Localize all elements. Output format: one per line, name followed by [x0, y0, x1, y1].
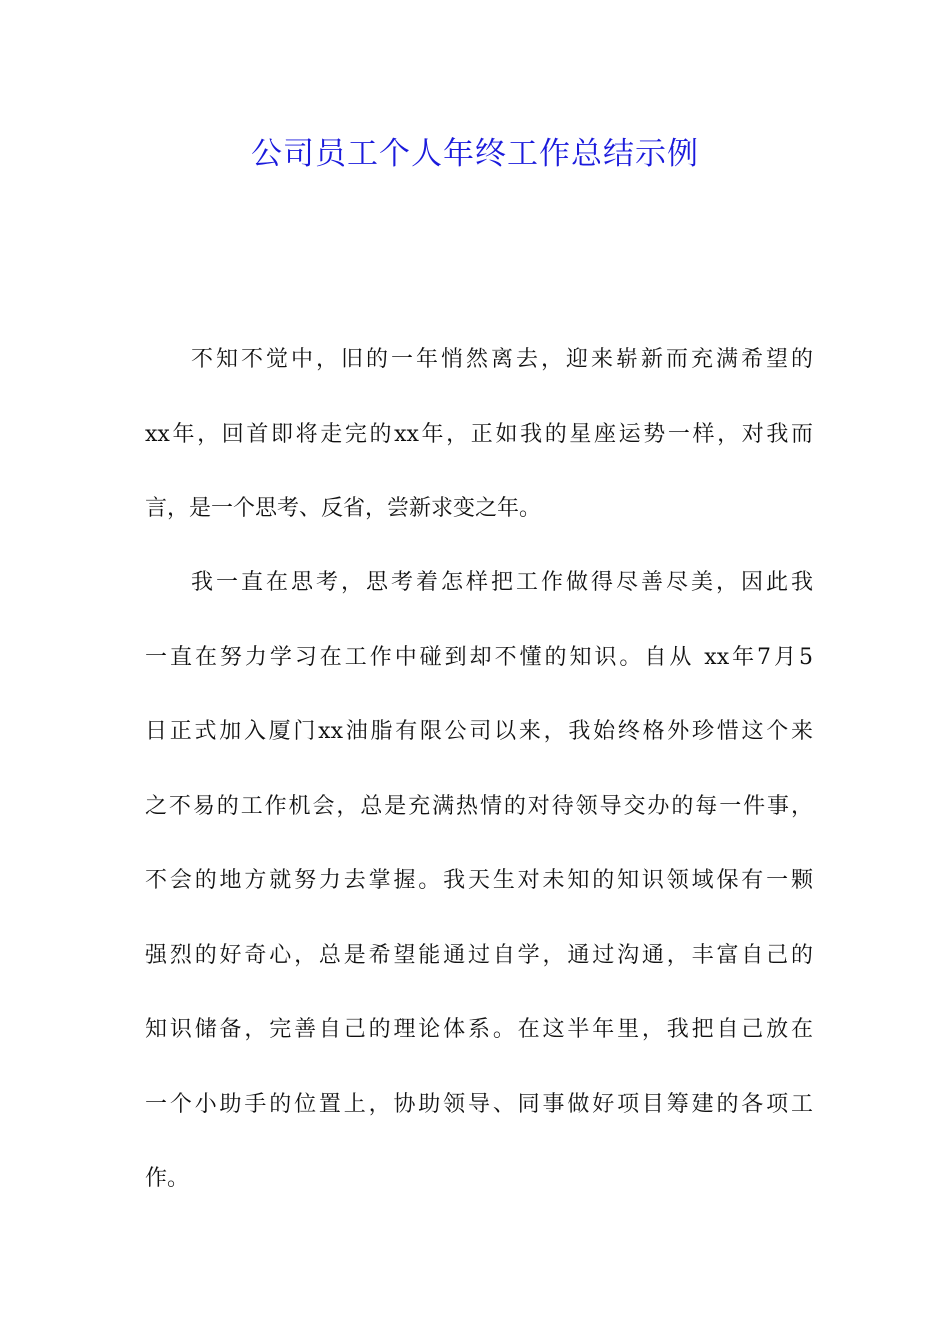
paragraph-line: 一个小助手的位置上，协助领导、同事做好项目筹建的各项工	[145, 1091, 813, 1117]
paragraph-line: 知识储备，完善自己的理论体系。在这半年里，我把自己放在	[145, 1017, 813, 1042]
paragraph-1	[145, 323, 813, 547]
paragraph-line: 不知不觉中，旧的一年悄然离去，迎来崭新而充满希望的	[191, 347, 813, 372]
paragraph-2	[145, 546, 813, 1217]
paragraph-line: 我一直在思考，思考着怎样把工作做得尽善尽美，因此我	[191, 570, 813, 595]
paragraph-line: 不会的地方就努力去掌握。我天生对未知的知识领域保有一颗	[145, 868, 813, 893]
paragraph-line: 之不易的工作机会，总是充满热情的对待领导交办的每一件事，	[145, 793, 813, 819]
paragraph-line: 强烈的好奇心，总是希望能通过自学，通过沟通，丰富自己的	[145, 942, 813, 968]
document-title: 公司员工个人年终工作总结示例	[251, 136, 699, 172]
paragraph-line: xx年，回首即将走完的xx年，正如我的星座运势一样，对我而	[145, 421, 813, 447]
paragraph-line: 作。	[145, 1166, 190, 1191]
paragraph-line: 一直在努力学习在工作中碰到却不懂的知识。自从 xx年7月5	[145, 644, 813, 670]
paragraph-line: 言，是一个思考、反省，尝新求变之年。	[145, 496, 542, 521]
paragraph-line: 日正式加入厦门xx油脂有限公司以来，我始终格外珍惜这个来	[145, 719, 813, 744]
